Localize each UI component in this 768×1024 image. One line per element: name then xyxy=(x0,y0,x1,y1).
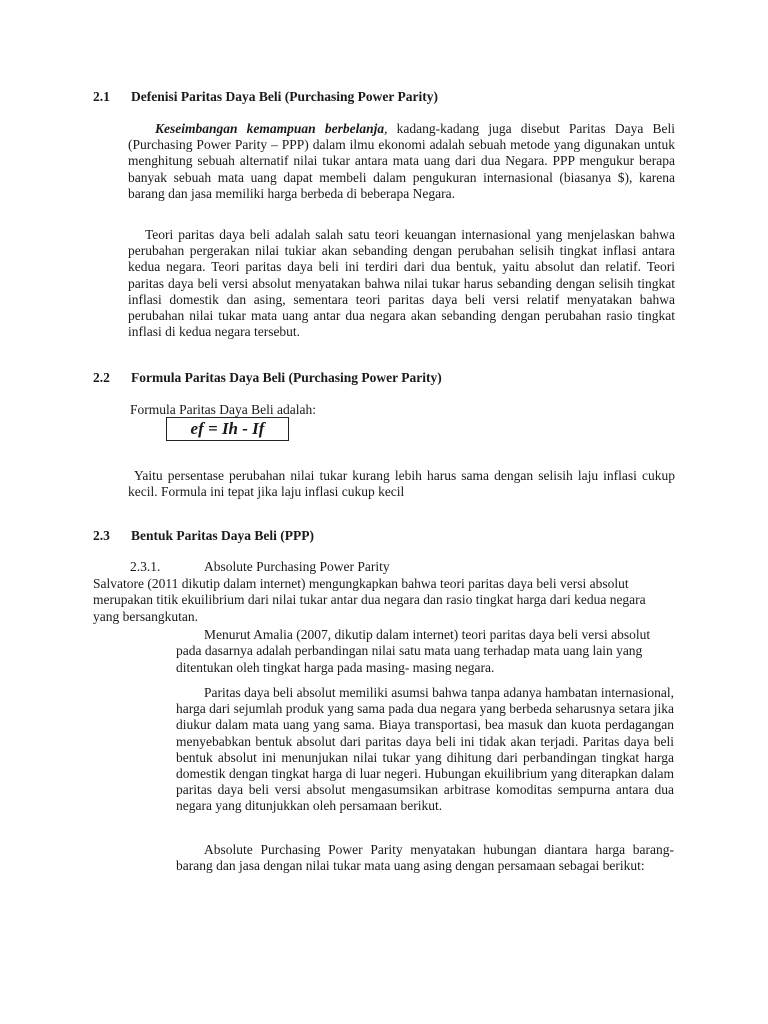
subsection-2-3-1-heading xyxy=(130,559,390,575)
section-2-3-paragraph-1: Salvatore (2011 dikutip dalam internet) mengungkapkan bahwa teori paritas daya beli versi absolut merupakan titik ekuilibrium dari nilai tukar antar dua negara dan rasio tingkat harga dari kedua negara yang bersangkutan. xyxy=(93,576,646,624)
section-number: 2.1 xyxy=(93,89,110,104)
section-number: 2.2 xyxy=(93,370,110,385)
paragraph-text: Absolute Purchasing Power Parity menyatakan hubungan diantara harga barang-barang dan jasa dengan nilai tukar mata uang asing dengan persamaan sebagai berikut: xyxy=(176,842,674,874)
paragraph-text: Paritas daya beli absolut memiliki asumsi bahwa tanpa adanya hambatan internasional, harga dari sejumlah produk yang sama pada dua negara yang berbeda seharusnya setara jika diukur dalam mata uang yang sama. Biaya transportasi, bea masuk dan kuota perdagangan menyebabkan bentuk absolut dari paritas daya beli ini tidak akan terjadi. Paritas daya beli bentuk absolut ini menunjukan nilai tukar yang dihitung dari perbandingan tingkat harga domestik dengan tingkat harga di luar negeri. Hubungan ekuilibrium yang diterapkan dalam paritas daya beli versi absolut mengasumsikan arbitrase komoditas sempurna antara dua negara yang ditunjukkan oleh persamaan berikut. xyxy=(176,685,674,814)
subsection-number: 2.3.1. xyxy=(130,559,161,574)
section-2-1-heading xyxy=(93,89,438,105)
formula-text: ef = Ih - If xyxy=(190,419,265,438)
section-number: 2.3 xyxy=(93,528,110,543)
paragraph-text: , kadang-kadang juga disebut Paritas Daya Beli (Purchasing Power Parity – PPP) dalam ilmu ekonomi adalah sebuah metode yang digunakan untuk menghitung sebuah alternatif nilai tukar antara mata uang dari dua Negara. PPP mengukur berapa banyak sebuah mata uang dapat membeli dalam pengukuran internasional (biasanya $), karena barang dan jasa memiliki harga berbeda di beberapa Negara. xyxy=(128,121,675,201)
section-title: Bentuk Paritas Daya Beli (PPP) xyxy=(131,528,314,543)
lead-term: Keseimbangan kemampuan berbelanja xyxy=(155,121,385,136)
paragraph-text: Teori paritas daya beli adalah salah satu teori keuangan internasional yang menjelaskan bahwa perubahan pergerakan nilai tukiar akan sebanding dengan perubahan selisih tingkat inflasi antara kedua negara. Teori paritas daya beli ini terdiri dari dua bentuk, yaitu absolut dan relatif. Teori paritas daya beli versi absolut menyatakan bahwa nilai tukar harus sebanding dengan selisih tingkat inflasi domestik dan asing, sementara teori paritas daya beli versi relatif menyatakan bahwa perubahan nilai tukar mata uang antar dua negara akan sebanding dengan perubahan rasio tingkat inflasi di kedua negara tersebut. xyxy=(128,227,675,340)
section-title: Defenisi Paritas Daya Beli (Purchasing Power Parity) xyxy=(131,89,438,104)
section-title: Formula Paritas Daya Beli (Purchasing Power Parity) xyxy=(131,370,442,385)
section-2-3-paragraph-2: Menurut Amalia (2007, dikutip dalam internet) teori paritas daya beli versi absolut pada dasarnya adalah perbandingan nilai satu mata uang terhadap mata uang lain yang ditentukan oleh tingkat harga pada masing- masing negara. xyxy=(176,627,651,675)
section-2-3-heading xyxy=(93,528,314,544)
paragraph-text: Yaitu persentase perubahan nilai tukar kurang lebih harus sama dengan selisih laju inflasi cukup kecil. Formula ini tepat jika laju inflasi cukup kecil xyxy=(128,468,675,500)
formula-box xyxy=(166,417,289,441)
section-2-1-paragraph-2 xyxy=(128,227,675,340)
section-2-3-paragraph-4 xyxy=(176,842,674,874)
subsection-title: Absolute Purchasing Power Parity xyxy=(204,559,390,574)
section-2-2-heading xyxy=(93,370,442,386)
section-2-1-paragraph-1 xyxy=(128,121,675,202)
formula-intro: Formula Paritas Daya Beli adalah: xyxy=(130,402,316,417)
formula-explanation xyxy=(128,468,675,500)
section-2-3-paragraph-3 xyxy=(176,685,674,815)
